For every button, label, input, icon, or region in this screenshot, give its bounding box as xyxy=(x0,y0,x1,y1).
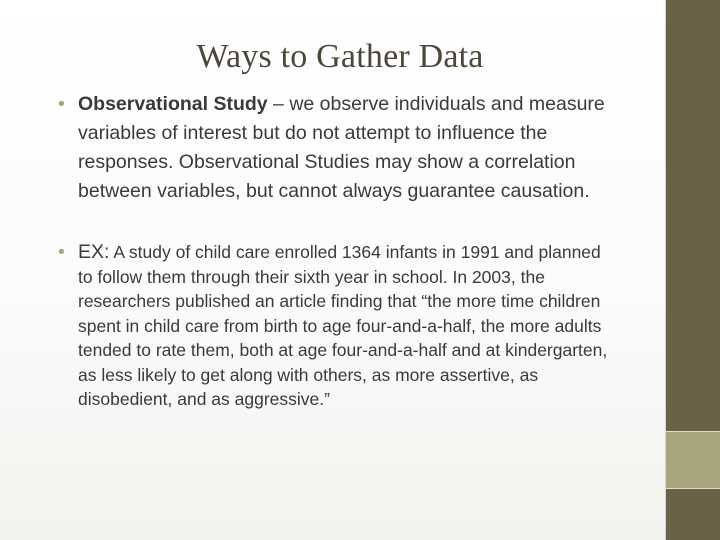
bullet-text xyxy=(58,240,618,412)
example-label: EX: xyxy=(78,241,110,263)
bullet-dot-icon: • xyxy=(58,241,65,263)
decorative-stripe xyxy=(666,431,720,489)
bullet-dot-icon: • xyxy=(58,93,65,115)
bullet-body: A study of child care enrolled 1364 infants in 1991 and planned to follow them through their sixth year in school. In 2003, the researchers published an article finding that “the more time children spent in child care from birth to age four-and-a-half, the more adults tended to rate them, both at age four-and-a-half and at kindergarten, as less likely to get along with others, as more assertive, as disobedient, and as aggressive.” xyxy=(78,242,608,409)
bullet-observational-study xyxy=(58,90,618,206)
bullet-example xyxy=(58,240,618,412)
bullet-term: Observational Study xyxy=(78,93,268,115)
decorative-sidebar xyxy=(665,0,720,540)
slide-title: Ways to Gather Data xyxy=(196,38,484,75)
bullet-text xyxy=(58,90,618,206)
bullet-body: – we observe individuals and measure variables of interest but do not attempt to influence the responses. Observational Studies may show a correlation between variables, but cannot always guarantee causation. xyxy=(78,93,605,202)
